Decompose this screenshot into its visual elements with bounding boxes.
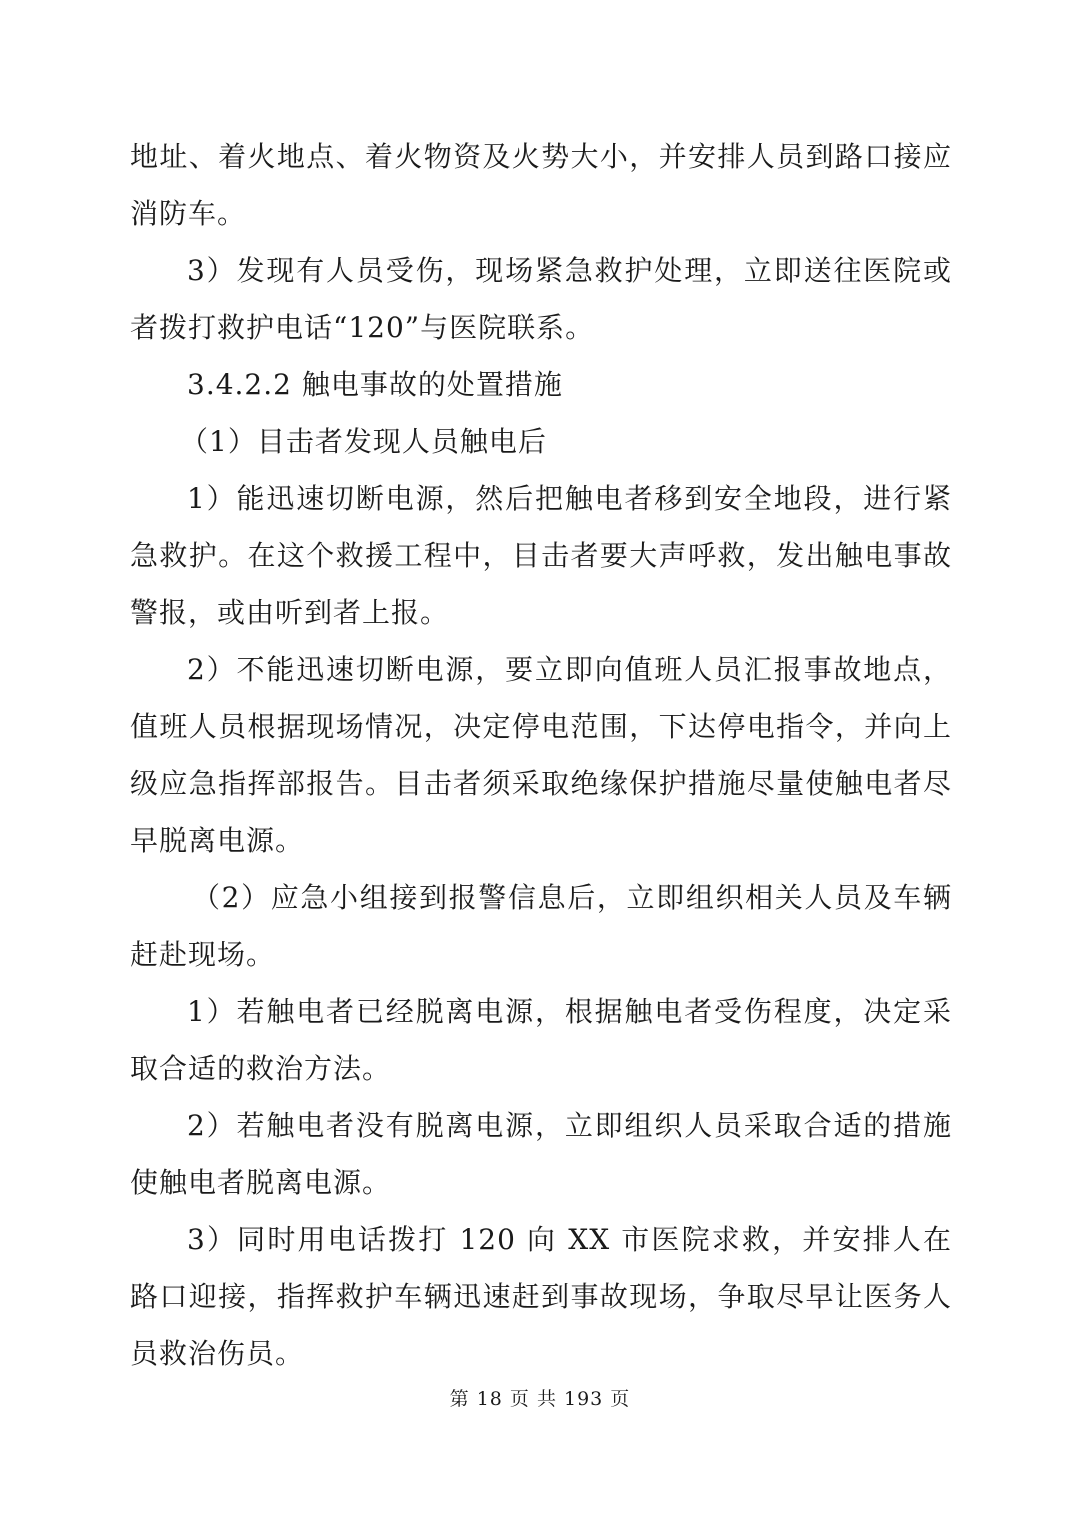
paragraph-not-detached: 2）若触电者没有脱离电源，立即组织人员采取合适的措施使触电者脱离电源。 — [130, 1109, 952, 1199]
paragraph-injury-treatment: 3）发现有人员受伤，现场紧急救护处理，立即送往医院或者拨打救护电话“120”与医院联系。 — [130, 254, 952, 344]
subheading-emergency-team-response: （2）应急小组接到报警信息后，立即组织相关人员及车辆赶赴现场。 — [130, 881, 952, 971]
section-heading-electric-shock: 3.4.2.2 触电事故的处置措施 — [187, 368, 563, 401]
paragraph-fire-report-continued: 地址、着火地点、着火物资及火势大小，并安排人员到路口接应消防车。 — [130, 140, 952, 230]
paragraph-call-120: 3）同时用电话拨打 120 向 XX 市医院求救，并安排人在路口迎接，指挥救护车辆迅速赶到事故现场，争取尽早让医务人员救治伤员。 — [130, 1223, 952, 1370]
subheading-witness-discovers-shock: （1）目击者发现人员触电后 — [180, 425, 547, 458]
paragraph-cut-power: 1）能迅速切断电源，然后把触电者移到安全地段，进行紧急救护。在这个救援工程中，目击者要大声呼救，发出触电事故警报，或由听到者上报。 — [130, 482, 952, 629]
page-number-footer: 第 18 页 共 193 页 — [449, 1388, 631, 1410]
document-body — [130, 128, 952, 1382]
paragraph-already-detached: 1）若触电者已经脱离电源，根据触电者受伤程度，决定采取合适的救治方法。 — [130, 995, 952, 1085]
paragraph-cannot-cut-power: 2）不能迅速切断电源，要立即向值班人员汇报事故地点，值班人员根据现场情况，决定停电范围，下达停电指令，并向上级应急指挥部报告。目击者须采取绝缘保护措施尽量使触电者尽早脱离电源。 — [130, 653, 952, 857]
